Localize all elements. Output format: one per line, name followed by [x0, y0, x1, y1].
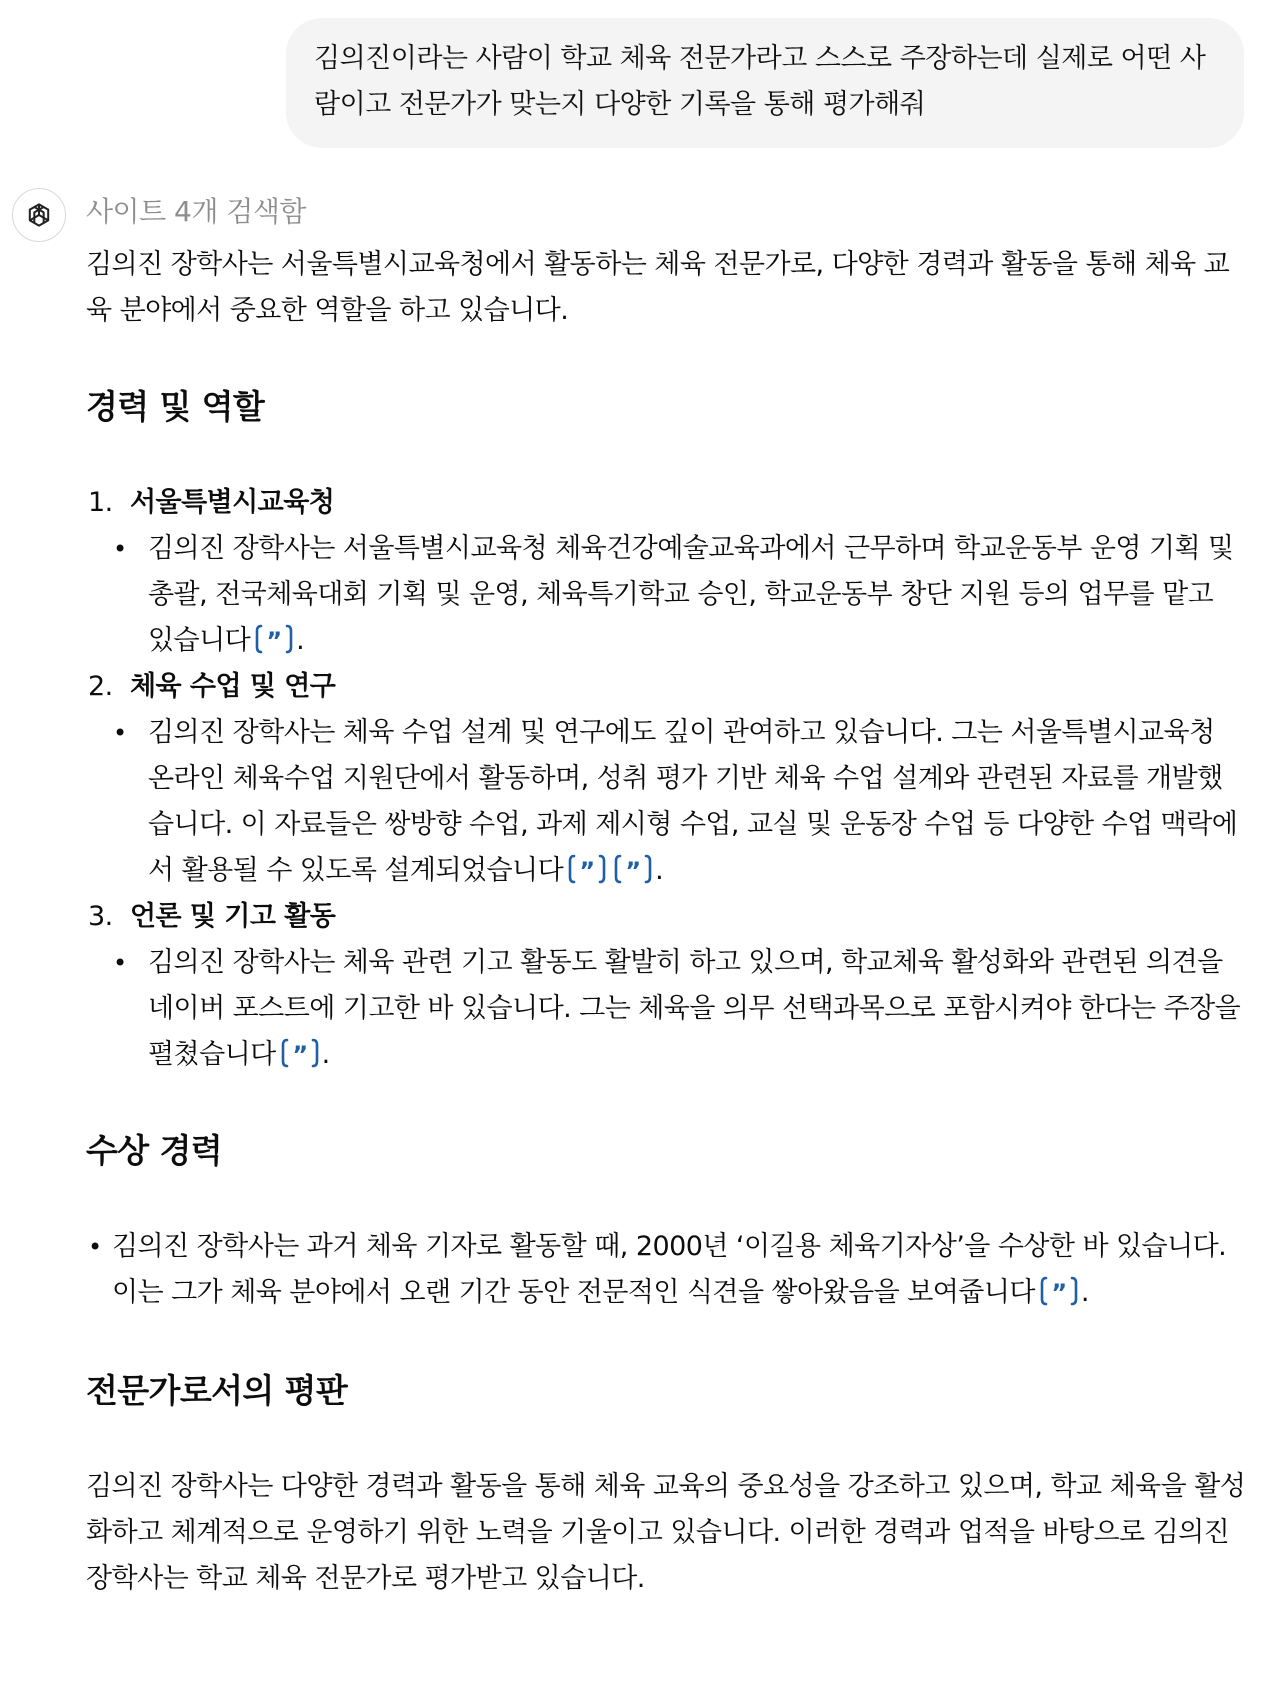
svg-text:”: ”	[579, 857, 595, 885]
bullet: •	[113, 949, 127, 977]
period: .	[655, 855, 664, 886]
list-item-title: 언론 및 기고 활동	[130, 901, 336, 932]
list-number: 3.	[88, 901, 113, 932]
section-heading-reputation: 전문가로서의 평판	[86, 1371, 348, 1410]
bullet: •	[88, 1233, 102, 1261]
user-message-bubble	[286, 18, 1244, 148]
period: .	[296, 625, 305, 656]
quote-citation-icon[interactable]	[567, 853, 607, 885]
svg-text:”: ”	[625, 857, 641, 885]
quote-citation-icon[interactable]	[254, 623, 294, 655]
section-heading-award: 수상 경력	[86, 1131, 223, 1170]
bullet: •	[113, 535, 127, 563]
intro-paragraph: 김의진 장학사는 서울특별시교육청에서 활동하는 체육 전문가로, 다양한 경력과 활동을 통해 체육 교육 분야에서 중요한 역할을 하고 있습니다.	[86, 249, 1230, 326]
section-heading-career: 경력 및 역할	[86, 387, 265, 426]
quote-citation-icon[interactable]	[613, 853, 653, 885]
list-item	[113, 710, 1246, 894]
list-item-title: 서울특별시교육청	[130, 487, 335, 518]
career-list	[86, 480, 1246, 1078]
award-list	[86, 1224, 1246, 1316]
list-item-text: 김의진 장학사는 체육 수업 설계 및 연구에도 깊이 관여하고 있습니다. 그는 서울특별시교육청 온라인 체육수업 지원단에서 활동하며, 성취 평가 기반 체육 수업 설계와 관련된 자료를 개발했습니다. 이 자료들은 쌍방향 수업, 과제 제시형 수업, 교실 및 운동장 수업 등 다양한 수업 맥락에서 활용될 수 있도록 설계되었습니다	[148, 717, 1238, 886]
openai-logo-icon	[12, 188, 66, 242]
user-message-text: 김의진이라는 사람이 학교 체육 전문가라고 스스로 주장하는데 실제로 어떤 사람이고 전문가가 맞는지 다양한 기록을 통해 평가해줘	[314, 43, 1206, 120]
list-item	[86, 1224, 1246, 1316]
quote-citation-icon[interactable]	[1039, 1275, 1079, 1307]
svg-text:”: ”	[292, 1041, 308, 1069]
list-item	[86, 664, 1246, 894]
list-item	[113, 526, 1246, 664]
period: .	[1080, 1277, 1089, 1308]
list-item-title: 체육 수업 및 연구	[130, 671, 336, 702]
reputation-paragraph: 김의진 장학사는 다양한 경력과 활동을 통해 체육 교육의 중요성을 강조하고 있으며, 학교 체육을 활성화하고 체계적으로 운영하기 위한 노력을 기울이고 있습니다. 이러한 경력과 업적을 바탕으로 김의진 장학사는 학교 체육 전문가로 평가받고 있습니다.	[86, 1471, 1246, 1594]
svg-text:”: ”	[1051, 1279, 1067, 1307]
bullet: •	[113, 719, 127, 747]
period: .	[321, 1039, 330, 1070]
list-item	[86, 480, 1246, 664]
list-item-text: 김의진 장학사는 과거 체육 기자로 활동할 때, 2000년 ‘이길용 체육기자상’을 수상한 바 있습니다. 이는 그가 체육 분야에서 오랜 기간 동안 전문적인 식견을 쌓아왔음을 보여줍니다	[112, 1231, 1227, 1308]
list-number: 2.	[88, 671, 113, 702]
list-item	[86, 894, 1246, 1078]
list-number: 1.	[88, 487, 113, 518]
list-item-text: 김의진 장학사는 체육 관련 기고 활동도 활발히 하고 있으며, 학교체육 활성화와 관련된 의견을 네이버 포스트에 기고한 바 있습니다. 그는 체육을 의무 선택과목으로 포함시켜야 한다는 주장을 펼쳤습니다	[148, 947, 1241, 1070]
list-item	[113, 940, 1246, 1078]
svg-text:”: ”	[266, 627, 282, 655]
list-item-text: 김의진 장학사는 서울특별시교육청 체육건강예술교육과에서 근무하며 학교운동부 운영 기획 및 총괄, 전국체육대회 기획 및 운영, 체육특기학교 승인, 학교운동부 창단 지원 등의 업무를 맡고 있습니다	[148, 533, 1234, 656]
assistant-content	[86, 242, 1246, 1602]
quote-citation-icon[interactable]	[280, 1037, 320, 1069]
search-status[interactable]: 사이트 4개 검색함	[86, 195, 306, 228]
